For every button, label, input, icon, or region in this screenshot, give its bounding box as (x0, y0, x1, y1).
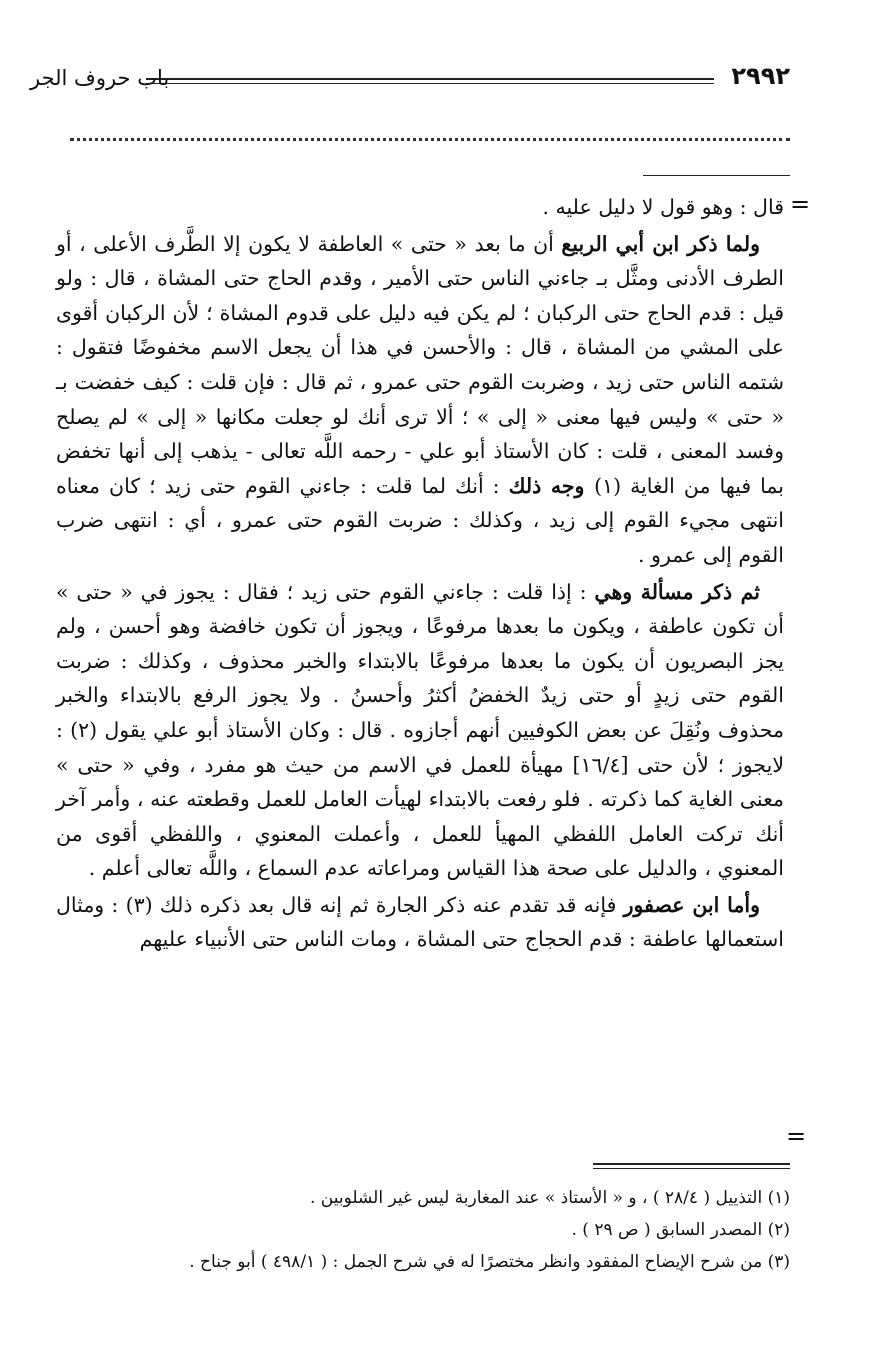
chapter-title: باب حروف الجر (30, 66, 170, 90)
continuation-mark-top: = (790, 190, 811, 218)
bold-heading: ثم ذكر مسألة وهي (594, 579, 760, 604)
main-text (56, 190, 784, 959)
footnote: (٣) من شرح الإيضاح المفقود وانظر مختصرًا له في شرح الجمل : ( ٤٩٨/١ ) أبو جناح . (189, 1252, 790, 1272)
footnote-ref: (٣) (125, 892, 153, 917)
paragraph (56, 227, 784, 573)
paragraph (56, 888, 784, 957)
footnote: (٢) المصدر السابق ( ص ٢٩ ) . (571, 1220, 790, 1240)
text-run: : أنك لما قلت : جاءني القوم حتى زيد ؛ كان معناه انتهى مجيء القوم إلى زيد ، وكذلك : ضربت القوم حتى عمرو ، أي : انتهى ضرب القوم إلى عمرو . (56, 473, 784, 567)
text-run: قال : وهو قول لا دليل عليه . (542, 195, 784, 219)
paragraph (56, 190, 784, 225)
text-run: : إذا قلت : جاءني القوم حتى زيد ؛ فقال : يجوز في « حتى » أن تكون عاطفة ، ويكون ما بعدها مرفوعًا ، ويجوز أن تكون خافضة وهو أحسن ، ولم يجز البصريون أن يكون ما بعدها مرفوعًا بالابتداء والخبر محذوف ، وكذلك : ضربت القوم حتى زيدٍ أو حتى زيدٌ الخفضُ أكثرُ وأحسنُ . ولا يجوز الرفع بالابتداء والخبر محذوف ونُقِلَ عن بعض الكوفيين أنهم أجازوه . قال : وكان الأستاذ أبو علي يقول (56, 579, 784, 742)
page-number: ٢٩٩٢ (731, 62, 790, 90)
footnote-ref: (٢) (70, 717, 98, 742)
continuation-mark-bottom: = (786, 1122, 807, 1150)
text-run: أن ما بعد « حتى » العاطفة لا يكون إلا الطَّرف الأعلى ، أو الطرف الأدنى ومثَّل بـ جاءني الناس حتى الأمير ، وقدم الحاج حتى المشاة ، قال : ولو قيل : قدم الحاج حتى الركبان ؛ لم يكن فيه دليل على قدوم المشاة ؛ لأن الركبان أقوى على المشي من المشاة ، قال : والأحسن في هذا أن يجعل الاسم مخفوضًا فتقول : شتمه الناس حتى زيد ، وضربت القوم حتى عمرو ، ثم قال : فإن قلت : كيف خفضت بـ « حتى » وليس فيها معنى « إلى » ؛ ألا ترى أنك لو جعلت مكانها « إلى » لم يصلح وفسد المعنى ، قلت : كان الأستاذ أبو علي - رحمه اللَّه تعالى - يذهب إلى أنها تخفض بما فيها من الغاية (56, 231, 784, 498)
paragraph (56, 575, 784, 886)
short-rule (643, 175, 790, 176)
text-run: فإنه قد تقدم عنه ذكر الجارة ثم إنه قال بعد ذكره ذلك (152, 892, 624, 917)
text-run: : ومثال استعمالها عاطفة : قدم الحجاج حتى المشاة ، ومات الناس حتى الأنبياء عليهم (56, 892, 784, 952)
footnotes (90, 1182, 790, 1278)
page-header (30, 62, 790, 102)
bold-heading: وأما ابن عصفور (623, 892, 760, 917)
footnote-ref: (١) (594, 473, 622, 498)
text-run: : لايجوز ؛ لأن حتى [١٦/٤] مهيأة للعمل في الاسم من حيث هو مفرد ، وفي « حتى » معنى الغاية كما ذكرته . فلو رفعت بالابتداء لهيأت العامل للعمل وقطعته عنه ، وأمر آخر أنك تركت العامل اللفظي المهيأ للعمل ، وأعملت المعنوي ، واللفظي أقوى من المعنوي ، والدليل على صحة هذا القياس ومراعاته عدم السماع ، واللَّه تعالى أعلم . (56, 717, 785, 881)
header-rule (146, 78, 714, 84)
footnote-rule (593, 1163, 790, 1169)
bold-phrase: وجه ذلك (508, 473, 595, 498)
footnote: (١) التذييل ( ٢٨/٤ ) ، و « الأستاذ » عند المغاربة ليس غير الشلوبين . (309, 1188, 790, 1208)
dotted-separator (70, 138, 790, 141)
bold-heading: ولما ذكر ابن أبي الربيع (561, 231, 760, 256)
